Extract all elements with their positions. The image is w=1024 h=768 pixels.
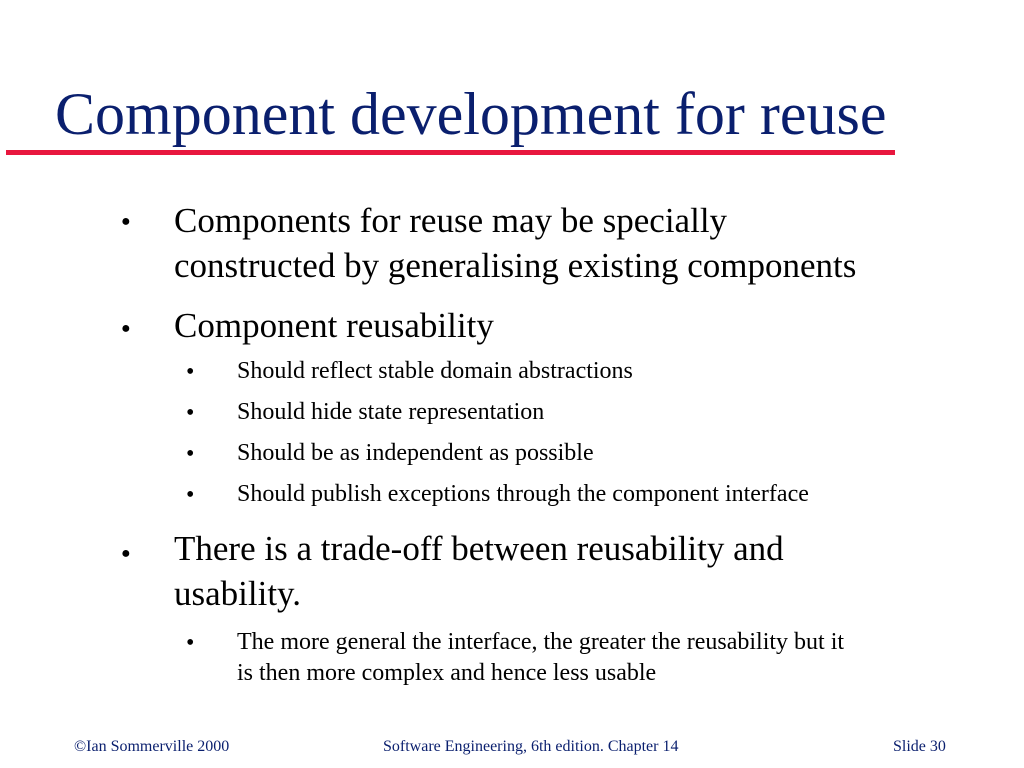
sub-bullet-line: Should hide state representation [237,399,545,425]
sub-bullet-text [237,479,997,510]
bullet-icon: ● [121,213,131,230]
bullet-line: usability. [174,574,302,613]
sub-bullet-icon: • [186,482,195,508]
bullet-text [174,303,974,348]
sub-bullet-line: is then more complex and hence less usable [237,660,657,686]
sub-bullet-text [237,438,997,469]
sub-bullet-line: Should publish exceptions through the component interface [237,481,809,507]
sub-bullet-icon: • [186,359,195,385]
footer-copyright: ©Ian Sommerville 2000 [74,738,230,755]
sub-bullet-line: The more general the interface, the greater the reusability but it [237,629,845,655]
sub-bullet-text [237,627,997,689]
bullet-text [174,198,974,288]
sub-bullet-line: Should reflect stable domain abstractions [237,358,633,384]
bullet-icon: ● [121,545,131,562]
bullet-line: Component reusability [174,306,494,345]
slide-title: Component development for reuse [55,81,887,147]
sub-bullet-icon: • [186,630,195,656]
sub-bullet-icon: • [186,400,195,426]
bullet-line: There is a trade-off between reusability and [174,529,784,568]
footer-book-title: Software Engineering, 6th edition. Chapter 14 [383,738,679,755]
sub-bullet-line: Should be as independent as possible [237,440,594,466]
sub-bullet-icon: • [186,441,195,467]
sub-bullet-text [237,397,997,428]
sub-bullet-text [237,356,997,387]
bullet-text [174,526,974,616]
bullet-line: constructed by generalising existing components [174,246,857,285]
bullet-line: Components for reuse may be specially [174,201,728,240]
bullet-icon: ● [121,320,131,337]
footer-slide-number: Slide 30 [893,738,946,755]
